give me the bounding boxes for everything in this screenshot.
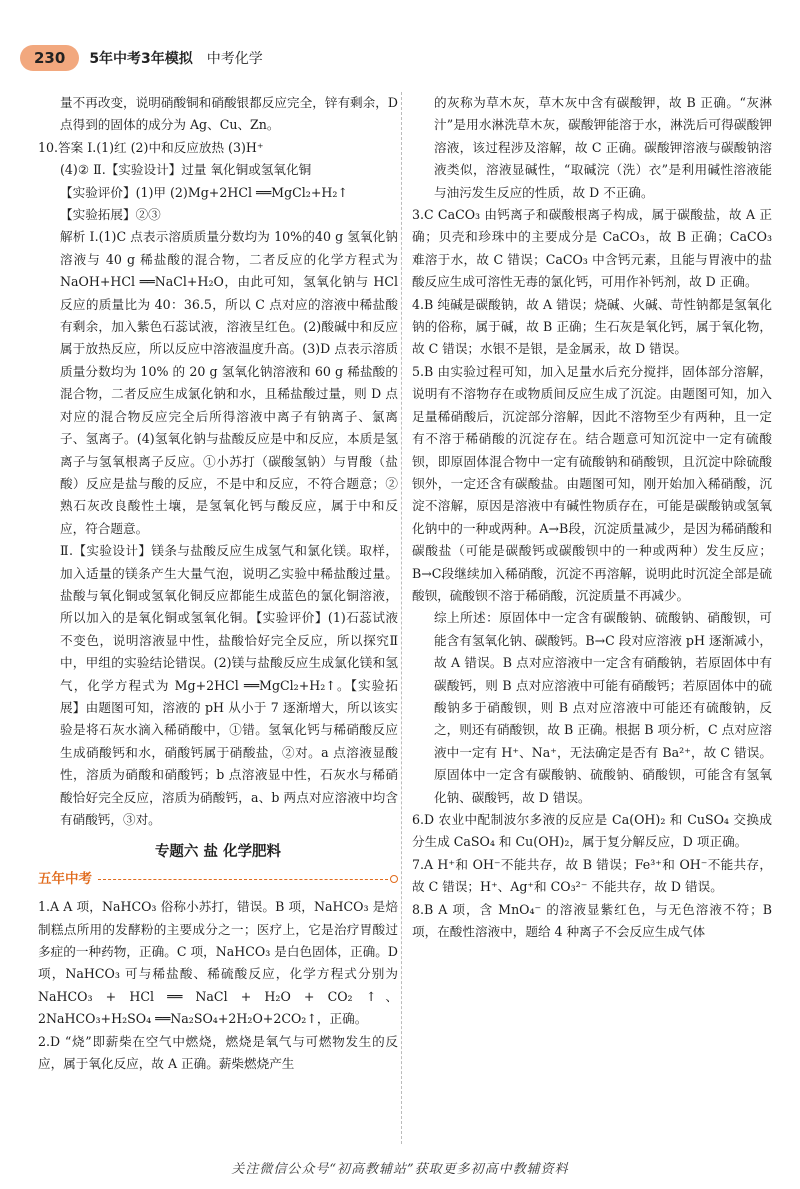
- answer-line: 【实验拓展】②③: [60, 207, 161, 223]
- footer-note: 关注微信公众号“初高教辅站”获取更多初高中教辅资料: [231, 1162, 569, 1177]
- solution-item: 2.D “烧”即薪柴在空气中燃烧，燃烧是氧气与可燃物发生的反应，属于氧化反应，故 A 正确。薪柴燃烧产生: [38, 1033, 398, 1072]
- right-column: [412, 92, 772, 1142]
- subject-label: 中考化学: [206, 51, 263, 67]
- analysis-paragraph: 解析 Ⅰ.(1)C 点表示溶质质量分数均为 10%的40 g 氢氧化钠溶液与 40 g 稀盐酸的混合物，二者反应的化学方程式为 NaOH+HCl ══NaCl+H₂O，由此可知，氢氧化钠与 HCl 反应的质量比为 40：36.5，所以 C 点对应的溶液中稀盐酸有剩余，加入紫色石蕊试液，溶液呈红色。(2)酸碱中和反应属于放热反应，所以反应中溶液温度升高。(3)D 点表示溶质质量分数均为 10% 的 20 g 氢氧化钠溶液和 60 g 稀盐酸的混合物，二者反应生成氯化钠和水，且稀盐酸过量，则 D 点对应的混合物反应完全后所得溶液中离子有钠离子、氯离子、氢离子。(4)氢氧化钠与盐酸反应是中和反应，本质是氢离子与氢氧根离子反应。①小苏打（碳酸氢钠）与胃酸（盐酸）反应是盐与酸的反应，不是中和反应，不符合题意；②熟石灰改良酸性土壤，是氢氧化钙与酸反应，属于中和反应，符合题意。: [60, 229, 398, 536]
- band-label: 五年中考: [38, 870, 92, 887]
- analysis-paragraph: Ⅱ.【实验设计】镁条与盐酸反应生成氢气和氯化镁。取样，加入适量的镁条产生大量气泡，说明乙实验中稀盐酸过量。盐酸与氧化铜或氢氧化铜反应都能生成蓝色的氯化铜溶液，所以加入的是氧化铜或氢氧化铜。【实验评价】(1)石蕊试液不变色，说明溶液显中性，盐酸恰好完全反应，所以探究Ⅱ中，甲组的实验结论错误。(2)镁与盐酸反应生成氯化镁和氢气，化学方程式为 Mg+2HCl ══MgCl₂+H₂↑。【实验拓展】由题图可知，溶液的 pH 从小于 7 逐渐增大，所以该实验是将石灰水滴入稀硝酸中，①错。氢氧化钙与稀硝酸反应生成硝酸钙和水，硝酸钙属于硝酸盐，②对。a 点溶液显酸性，溶质为硝酸和硝酸钙；b 点溶液显中性，石灰水与稀硝酸恰好完全反应，溶质为硝酸钙，a、b 两点对应溶液中均含有硝酸钙，③对。: [60, 543, 398, 827]
- answer-line: (4)② Ⅱ.【实验设计】过量 氧化铜或氢氧化铜: [60, 162, 312, 178]
- paragraph: 的灰称为草木灰，草木灰中含有碳酸钾，故 B 正确。“灰淋汁”是用水淋洗草木灰，碳酸钾能溶于水，淋洗后可得碳酸钾溶液，该过程涉及溶解，故 C 正确。碳酸钾溶液与碳酸钠溶液类似，溶液显碱性，“取碱浣（洗）衣”是利用碱性溶液能与油污发生反应的性质，故 D 不正确。: [434, 95, 772, 200]
- page-number: 230: [20, 45, 79, 71]
- solution-item: 6.D 农业中配制波尔多液的反应是 Ca(OH)₂ 和 CuSO₄ 交换成分生成 CaSO₄ 和 Cu(OH)₂，属于复分解反应，D 项正确。: [412, 812, 772, 850]
- answer-line: 10.答案 Ⅰ.(1)红 (2)中和反应放热 (3)H⁺: [38, 139, 264, 155]
- answer-line: 【实验评价】(1)甲 (2)Mg+2HCl ══MgCl₂+H₂↑: [60, 184, 348, 200]
- solution-item: 7.A H⁺和 OH⁻不能共存，故 B 错误；Fe³⁺和 OH⁻不能共存，故 C 错误；H⁺、Ag⁺和 CO₃²⁻ 不能共存，故 D 错误。: [412, 856, 772, 895]
- section-band: [38, 868, 398, 890]
- solution-item: 3.C CaCO₃ 由钙离子和碳酸根离子构成，属于碳酸盐，故 A 正确；贝壳和珍珠中的主要成分是 CaCO₃，故 B 正确；CaCO₃ 难溶于水，故 C 错误；CaCO₃ 中含钙元素，且能与胃液中的盐酸反应生成可溶性无毒的氯化钙，可用作补钙剂，故 D 正确。: [412, 207, 772, 290]
- section-title: 专题六 盐 化学肥料: [154, 844, 282, 861]
- summary-paragraph: 综上所述：原固体中一定含有碳酸钠、硫酸钠、硝酸钡，可能含有氢氧化钠、碳酸钙。B→C 段对应溶液 pH 逐渐减小，故 A 错误。B 点对应溶液中一定含有硝酸钠，若原固体中有碳酸钙，则 B 点对应溶液中可能有硝酸钙；若原固体中的硫酸钠多于硝酸钡，则 B 点对应溶液中可能还有硫酸钠，反之，则还有硝酸钡，故 B 正确。根据 B 项分析，C 点对应溶液中一定有 H⁺、Na⁺，无法确定是否有 Ba²⁺，故 C 错误。原固体中一定含有碳酸钠、硫酸钠、硝酸钡，可能含有氢氧化钠、碳酸钙，故 D 错误。: [434, 610, 772, 805]
- solution-item: 1.A A 项，NaHCO₃ 俗称小苏打，错误。B 项，NaHCO₃ 是焙制糕点所用的发酵粉的主要成分之一；医疗上，它是治疗胃酸过多症的一种药物，正确。C 项，NaHCO₃ 是白色固体，正确。D 项，NaHCO₃ 可与稀盐酸、稀硫酸反应，化学方程式分别为 NaHCO₃ + HCl ══ NaCl + H₂O + CO₂ ↑、2NaHCO₃+H₂SO₄ ══Na₂SO₄+2H₂O+2CO₂↑，正确。: [38, 899, 398, 1027]
- band-dot-icon: [390, 875, 398, 883]
- paragraph: 量不再改变，说明硝酸铜和硝酸银都反应完全，锌有剩余，D 点得到的固体的成分为 Ag、Cu、Zn。: [60, 95, 398, 133]
- solution-item: 4.B 纯碱是碳酸钠，故 A 错误；烧碱、火碱、苛性钠都是氢氧化钠的俗称，属于碱，故 B 正确；生石灰是氧化钙，属于氧化物，故 C 错误；水银不是银，是金属汞，故 D 错误。: [412, 296, 772, 357]
- book-title: 5年中考3年模拟: [89, 51, 193, 67]
- solution-item: 8.B A 项，含 MnO₄⁻ 的溶液显紫红色，与无色溶液不符；B 项，在酸性溶液中，题给 4 种离子不会反应生成气体: [412, 901, 772, 940]
- band-rule: [98, 879, 388, 880]
- page-header: [20, 44, 263, 72]
- left-column: [38, 92, 398, 1142]
- solution-item: 5.B 由实验过程可知，加入足量水后充分搅拌，固体部分溶解，说明有不溶物存在或物质间反应生成了沉淀。由题图可知，加入足量稀硝酸后，沉淀部分溶解，因此不溶物至少有两种，且一定有不溶于稀硝酸的沉淀存在。结合题意可知沉淀中一定有硫酸钡，即原固体混合物中一定有硫酸钠和硝酸钡，且沉淀中除硫酸钡外，一定还含有碳酸盐。由题图可知，刚开始加入稀硝酸，沉淀不溶解，原因是溶液中有碱性物质存在，可能是碳酸钠或氢氧化钠中的一种或两种。A→B段，沉淀质量减少，是因为稀硝酸和碳酸盐（可能是碳酸钙或碳酸钡中的一种或两种）发生反应；B→C段继续加入稀硝酸，沉淀不再溶解，说明此时沉淀全部是硫酸钡，硫酸钡不溶于稀硝酸，沉淀质量不再减少。: [412, 363, 772, 603]
- column-divider: [401, 92, 402, 1144]
